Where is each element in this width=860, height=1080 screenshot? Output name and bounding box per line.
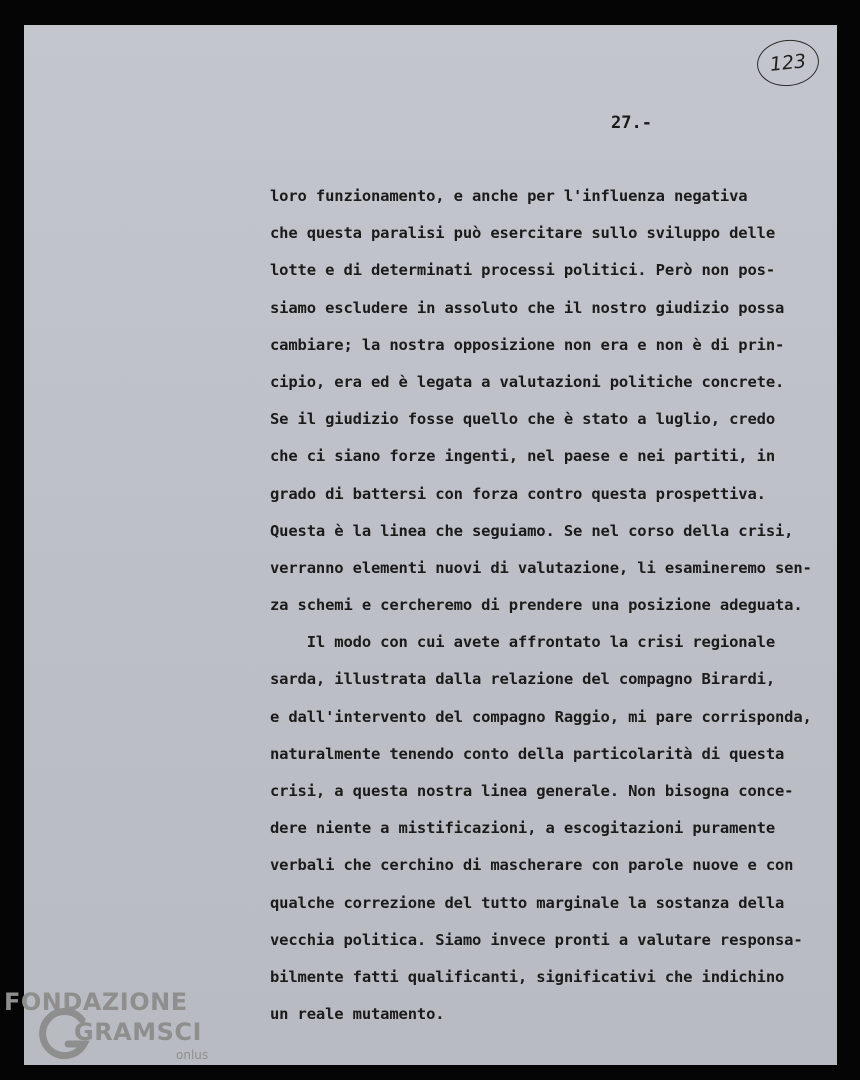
fondazione-gramsci-logo	[4, 988, 219, 1078]
logo-line-2: GRAMSCI	[74, 1018, 202, 1046]
text-line: verranno elementi nuovi di valutazione, li esamineremo sen-	[270, 558, 812, 577]
text-line: che questa paralisi può esercitare sullo sviluppo delle	[270, 224, 775, 243]
text-line: bilmente fatti qualificanti, significativi che indichino	[270, 967, 785, 986]
text-line: siamo escludere in assoluto che il nostro giudizio possa	[270, 298, 785, 317]
text-line: Se il giudizio fosse quello che è stato a luglio, credo	[270, 410, 775, 429]
archive-stamp	[755, 37, 821, 89]
text-line: cipio, era ed è legata a valutazioni politiche concrete.	[270, 372, 785, 391]
text-line: Questa è la linea che seguiamo. Se nel corso della crisi,	[270, 521, 794, 540]
text-line: loro funzionamento, e anche per l'influenza negativa	[270, 187, 748, 205]
text-line: cambiare; la nostra opposizione non era e non è di prin-	[270, 335, 785, 354]
text-line: naturalmente tenendo conto della particolarità di questa	[270, 744, 785, 763]
text-line: crisi, a questa nostra linea generale. Non bisogna conce-	[270, 782, 794, 800]
document-page	[24, 25, 837, 1065]
page-number: 27.-	[611, 113, 652, 133]
stamp-number: 123	[768, 50, 808, 76]
text-line: qualche correzione del tutto marginale la sostanza della	[270, 893, 785, 912]
text-line: e dall'intervento del compagno Raggio, mi pare corrisponda,	[270, 707, 812, 726]
text-line: sarda, illustrata dalla relazione del compagno Birardi,	[270, 670, 775, 689]
text-line: grado di battersi con forza contro questa prospettiva.	[270, 484, 766, 503]
body-text	[270, 178, 845, 1033]
text-line: un reale mutamento.	[270, 1005, 445, 1024]
text-line: dere niente a mistificazioni, a escogitazioni puramente	[270, 819, 775, 838]
text-line: che ci siano forze ingenti, nel paese e nei partiti, in	[270, 447, 775, 466]
logo-line-1: FONDAZIONE	[4, 988, 188, 1016]
text-line: Il modo con cui avete affrontato la crisi regionale	[270, 633, 775, 652]
text-line: vecchia politica. Siamo invece pronti a valutare responsa-	[270, 930, 803, 949]
logo-line-3: onlus	[176, 1048, 209, 1062]
text-line: verbali che cerchino di mascherare con parole nuove e con	[270, 856, 794, 875]
text-line: za schemi e cercheremo di prendere una posizione adeguata.	[270, 596, 803, 615]
text-line: lotte e di determinati processi politici. Però non pos-	[270, 261, 775, 280]
